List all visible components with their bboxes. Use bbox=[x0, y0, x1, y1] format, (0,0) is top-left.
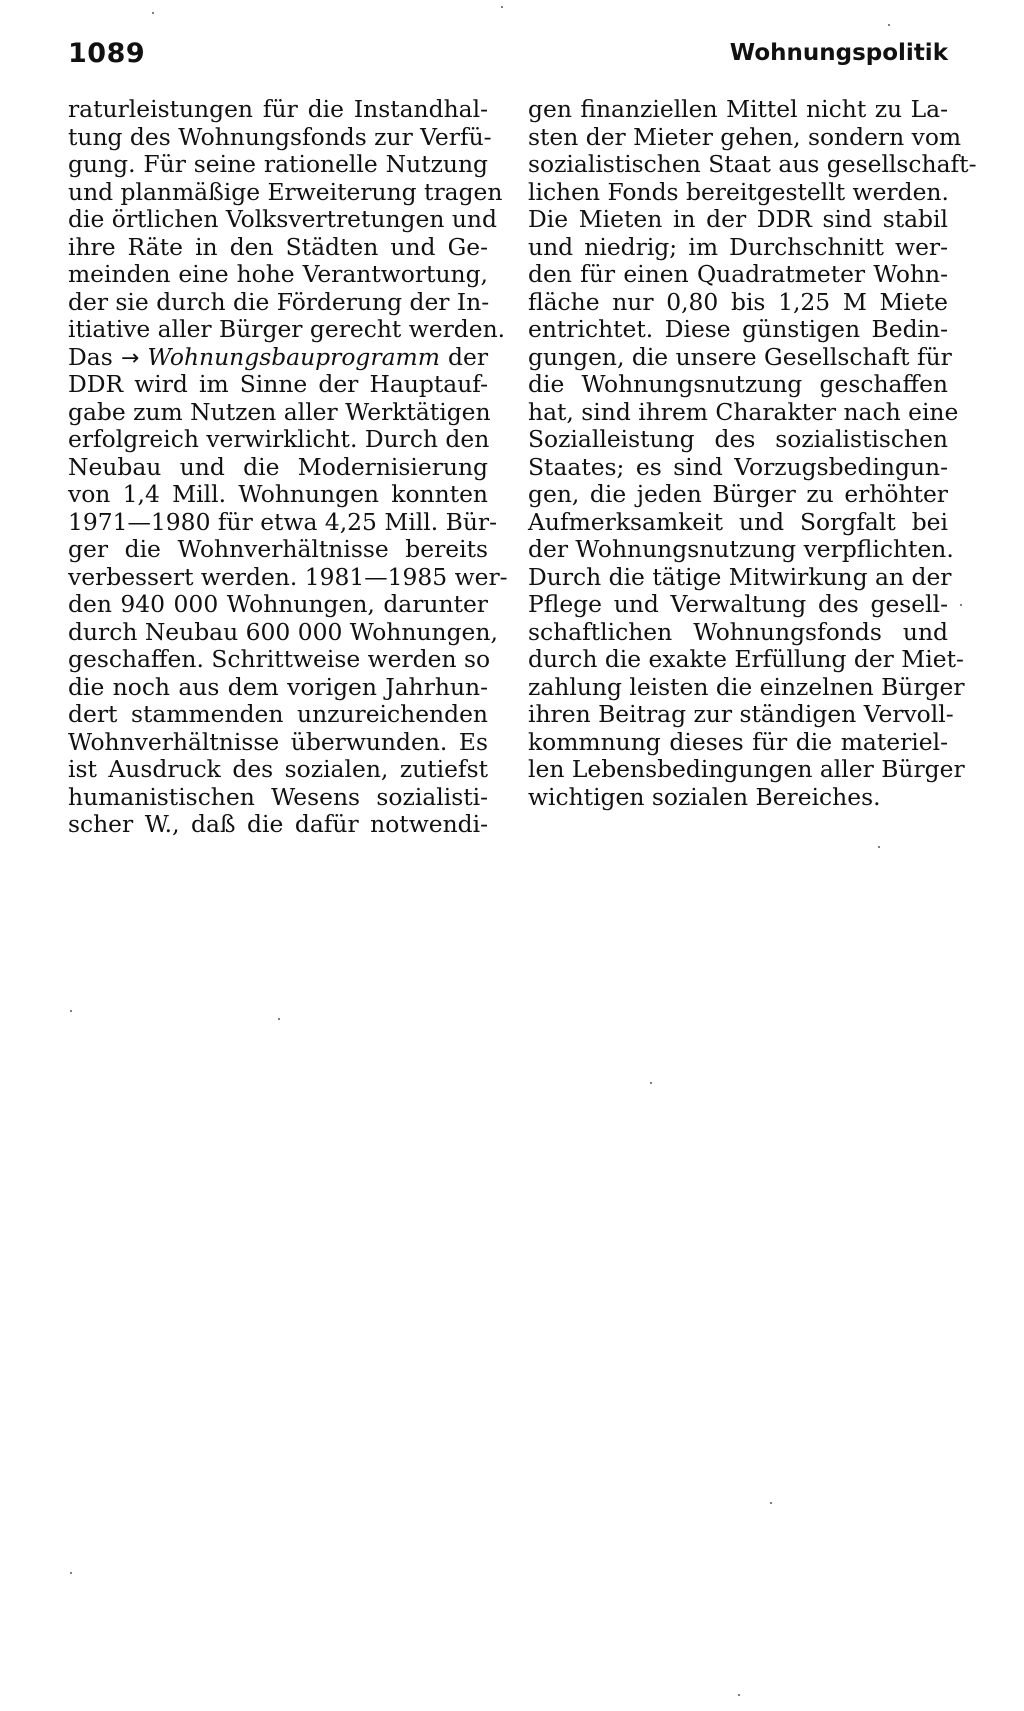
text-line: durch Neubau 600 000 Wohnungen, bbox=[68, 617, 498, 646]
text-line: geschaffen. Schrittweise werden so bbox=[68, 645, 491, 673]
text-line: itiative aller Bürger gerecht werden. bbox=[68, 315, 506, 343]
text-line: Staates; es sind Vorzugsbedingun- bbox=[528, 452, 948, 481]
text-line: meinden eine hohe Verantwortung, bbox=[68, 260, 488, 288]
text-line: Wohnverhältnisse überwunden. Es bbox=[68, 727, 488, 756]
text-line: Neubau und die Modernisierung bbox=[68, 452, 488, 481]
text-line: DDR wird im Sinne der Hauptauf- bbox=[68, 370, 488, 398]
right-text-column bbox=[528, 95, 977, 811]
scan-speck bbox=[278, 1018, 280, 1020]
text-line: ihre Räte in den Städten und Ge- bbox=[68, 232, 488, 261]
scan-speck bbox=[70, 1572, 72, 1574]
text-line: gen finanziellen Mittel nicht zu La- bbox=[528, 95, 948, 123]
text-line: den für einen Quadratmeter Wohn- bbox=[528, 260, 948, 288]
text-line: tung des Wohnungsfonds zur Verfü- bbox=[68, 122, 492, 151]
text-line: der Wohnungsnutzung verpflichten. bbox=[528, 535, 954, 563]
scan-speck bbox=[650, 1082, 652, 1084]
text-line: gabe zum Nutzen aller Werktätigen bbox=[68, 397, 491, 426]
text-line: von 1,4 Mill. Wohnungen konnten bbox=[68, 480, 488, 508]
text-line: Sozialleistung des sozialistischen bbox=[528, 425, 948, 453]
page-number: 1089 bbox=[68, 38, 146, 69]
text-line: kommnung dieses für die materiel- bbox=[528, 727, 948, 756]
cross-reference-arrow-icon: → bbox=[120, 345, 140, 371]
scan-speck bbox=[770, 1502, 772, 1504]
scan-speck bbox=[501, 6, 503, 8]
text-line: ger die Wohnverhältnisse bereits bbox=[68, 535, 488, 563]
text-line: scher W., daß die dafür notwendi- bbox=[68, 810, 488, 838]
scan-speck bbox=[878, 846, 880, 848]
text-line: den 940 000 Wohnungen, darunter bbox=[68, 590, 488, 618]
text-line: Aufmerksamkeit und Sorgfalt bei bbox=[528, 507, 948, 536]
scan-speck bbox=[888, 24, 890, 26]
text-line: entrichtet. Diese günstigen Bedin- bbox=[528, 315, 948, 343]
ref-line-before: Das bbox=[68, 342, 113, 371]
text-line: Die Mieten in der DDR sind stabil bbox=[528, 205, 948, 233]
text-line: humanistischen Wesens sozialisti- bbox=[68, 782, 488, 811]
text-line: gen, die jeden Bürger zu erhöhter bbox=[528, 480, 948, 508]
scan-speck bbox=[738, 1694, 740, 1696]
text-line: 1971—1980 für etwa 4,25 Mill. Bür- bbox=[68, 507, 497, 536]
text-line: ist Ausdruck des sozialen, zutiefst bbox=[68, 755, 488, 783]
text-line: dert stammenden unzureichenden bbox=[68, 700, 488, 728]
text-line: sozialistischen Staat aus gesellschaft- bbox=[528, 150, 977, 178]
scan-speck bbox=[152, 12, 154, 14]
text-line: zahlung leisten die einzelnen Bürger bbox=[528, 672, 965, 701]
text-line: die örtlichen Volksvertretungen und bbox=[68, 205, 497, 233]
text-line: die Wohnungsnutzung geschaffen bbox=[528, 370, 948, 398]
scan-speck bbox=[960, 604, 962, 606]
scan-speck bbox=[70, 1010, 72, 1012]
text-line: wichtigen sozialen Bereiches. bbox=[528, 782, 881, 811]
left-text-column bbox=[68, 95, 508, 839]
text-line: die noch aus dem vorigen Jahrhun- bbox=[68, 672, 488, 701]
text-line: gung. Für seine rationelle Nutzung bbox=[68, 150, 488, 178]
running-title: Wohnungspolitik bbox=[729, 40, 948, 66]
text-line: fläche nur 0,80 bis 1,25 M Miete bbox=[528, 287, 948, 316]
text-line: ihren Beitrag zur ständigen Vervoll- bbox=[528, 700, 954, 728]
text-line: lichen Fonds bereitgestellt werden. bbox=[528, 177, 949, 206]
text-line: gungen, die unsere Gesellschaft für bbox=[528, 342, 952, 371]
text-line: der sie durch die Förderung der In- bbox=[68, 287, 490, 316]
text-line: durch die exakte Erfüllung der Miet- bbox=[528, 645, 964, 673]
text-line: schaftlichen Wohnungsfonds und bbox=[528, 617, 948, 646]
text-line: len Lebensbedingungen aller Bürger bbox=[528, 755, 965, 783]
text-line: und niedrig; im Durchschnitt wer- bbox=[528, 232, 948, 261]
text-line: verbessert werden. 1981—1985 wer- bbox=[68, 562, 508, 591]
cross-reference-line bbox=[68, 344, 488, 372]
text-line: Pflege und Verwaltung des gesell- bbox=[528, 590, 948, 618]
text-line: erfolgreich verwirklicht. Durch den bbox=[68, 425, 490, 453]
text-line: sten der Mieter gehen, sondern vom bbox=[528, 122, 962, 151]
text-line: hat, sind ihrem Charakter nach eine bbox=[528, 397, 959, 426]
ref-line-after: der bbox=[448, 342, 489, 371]
cross-reference-link[interactable]: Wohnungsbauprogramm bbox=[147, 342, 440, 371]
text-line: raturleistungen für die Instandhal- bbox=[68, 95, 488, 123]
text-line: und planmäßige Erweiterung tragen bbox=[68, 177, 503, 206]
text-line: Durch die tätige Mitwirkung an der bbox=[528, 562, 952, 591]
page-header bbox=[68, 38, 948, 78]
